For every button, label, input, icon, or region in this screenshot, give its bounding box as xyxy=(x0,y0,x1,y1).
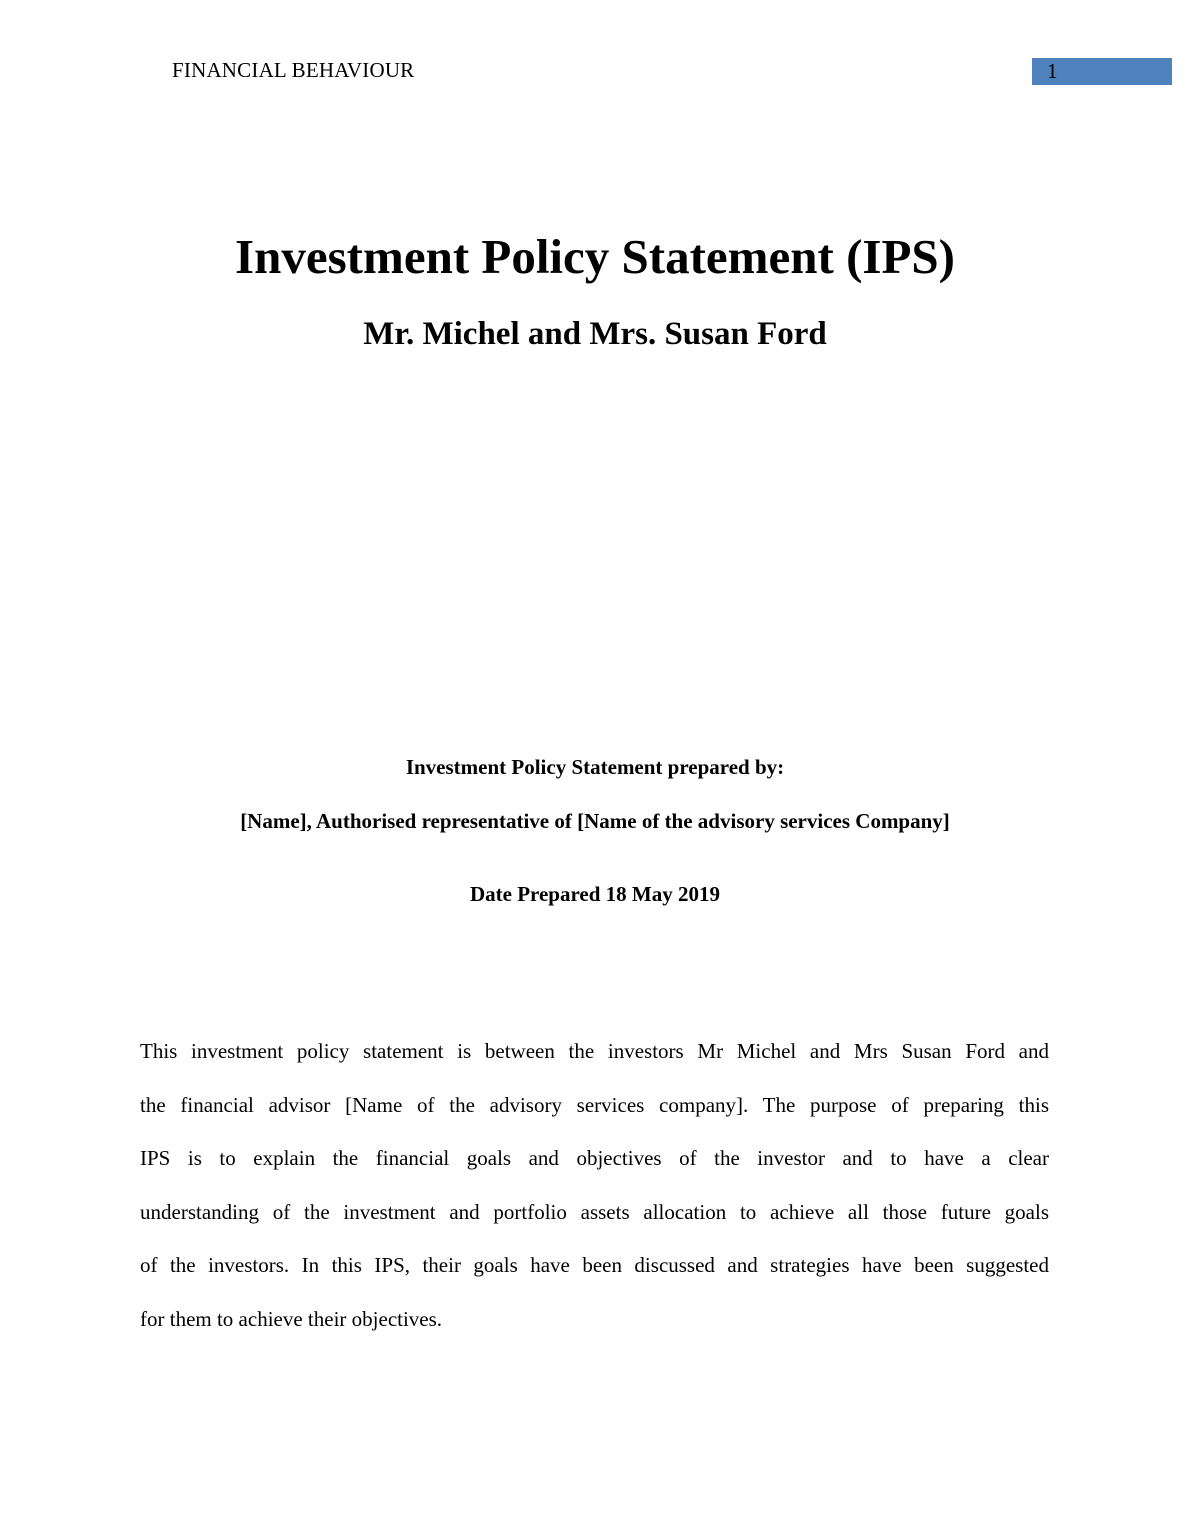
intro-paragraph xyxy=(140,1025,1049,1347)
date-prepared: Date Prepared 18 May 2019 xyxy=(469,882,720,906)
paragraph-line: understanding of the investment and portfolio assets allocation to achieve all those future goals xyxy=(140,1199,1049,1224)
running-header-title: FINANCIAL BEHAVIOUR xyxy=(172,58,415,82)
paragraph-line: of the investors. In this IPS, their goals have been discussed and strategies have been suggested xyxy=(140,1253,1049,1278)
prepared-by-label: Investment Policy Statement prepared by: xyxy=(405,755,785,779)
paragraph-line: IPS is to explain the financial goals and objectives of the investor and to have a clear xyxy=(140,1146,1049,1171)
paragraph-line: This investment policy statement is between the investors Mr Michel and Mrs Susan Ford and xyxy=(140,1039,1049,1063)
page-number-box xyxy=(1032,58,1172,85)
paragraph-line: the financial advisor [Name of the advisory services company]. The purpose of preparing this xyxy=(140,1092,1049,1117)
document-subtitle: Mr. Michel and Mrs. Susan Ford xyxy=(363,316,827,352)
prepared-by-name: [Name], Authorised representative of [Name of the advisory services Company] xyxy=(240,809,950,833)
document-title: Investment Policy Statement (IPS) xyxy=(235,229,955,284)
paragraph-line: for them to achieve their objectives. xyxy=(140,1306,443,1331)
page-number: 1 xyxy=(1047,59,1058,83)
